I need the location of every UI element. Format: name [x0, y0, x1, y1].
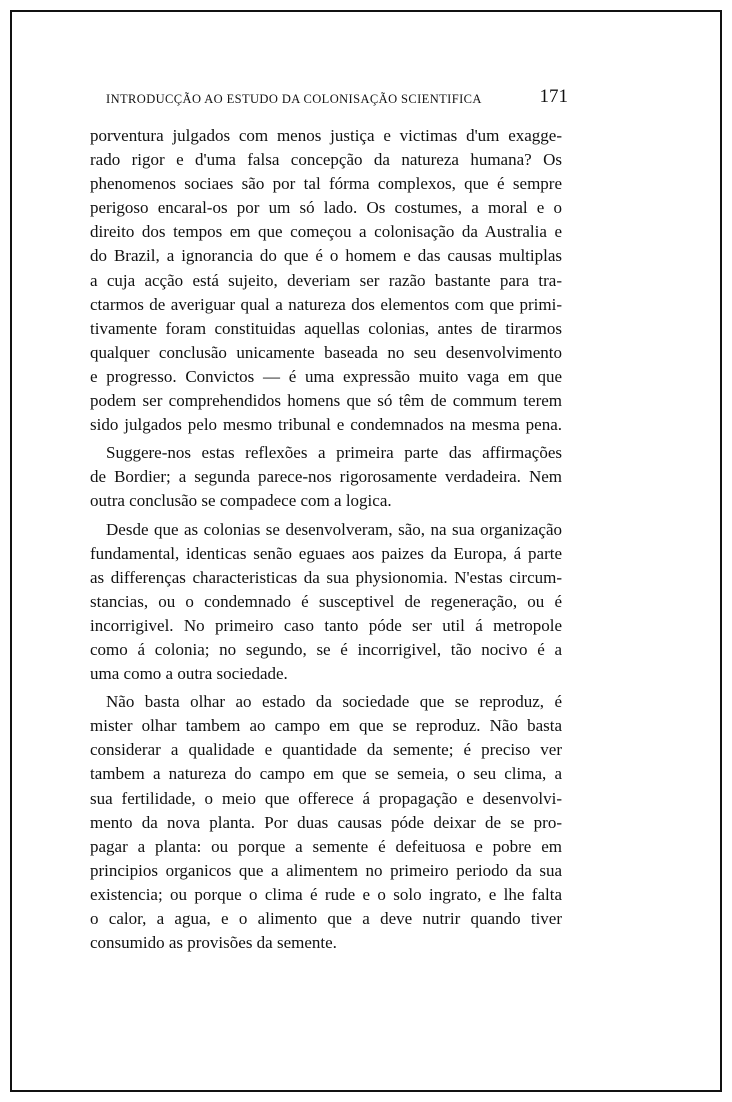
body-text	[90, 124, 562, 955]
text-line: pagar a planta: ou porque a semente é defeituosa e pobre em	[90, 836, 562, 856]
text-line: Desde que as colonias se desenvolveram, são, na sua organização	[106, 519, 562, 539]
text-line: phenomenos sociaes são por tal fórma complexos, que é sempre	[90, 174, 562, 194]
running-title: INTRODUCÇÃO AO ESTUDO DA COLONISAÇÃO SCIENTIFICA	[106, 92, 482, 106]
paragraph	[90, 124, 562, 437]
text-line: a cuja acção está sujeito, deveriam ser razão bastante para tra-	[90, 270, 562, 290]
text-line: qualquer conclusão unicamente baseada no seu desenvolvimento	[90, 342, 562, 362]
running-head	[106, 86, 568, 114]
text-line: como á colonia; no segundo, se é incorrigivel, tão nocivo é a	[90, 639, 562, 659]
text-line: stancias, ou o condemnado é susceptivel de regeneração, ou é	[90, 591, 562, 611]
text-line: podem ser comprehendidos homens que só têm de commum terem	[90, 391, 562, 411]
paragraph	[90, 441, 562, 513]
text-line: existencia; ou porque o clima é rude e o solo ingrato, e lhe falta	[90, 884, 562, 904]
text-line: do Brazil, a ignorancia do que é o homem e das causas multiplas	[90, 246, 562, 266]
text-line: outra conclusão se compadece com a logica.	[90, 491, 392, 511]
text-line: perigoso encaral-os por um só lado. Os costumes, a moral e o	[90, 198, 562, 218]
text-line: considerar a qualidade e quantidade da semente; é preciso ver	[90, 740, 562, 760]
paragraph	[90, 518, 562, 687]
text-line: porventura julgados com menos justiça e victimas d'um exagge-	[90, 126, 562, 145]
text-line: consumido as provisões da semente.	[90, 933, 337, 953]
text-line: principios organicos que a alimentem no primeiro periodo da sua	[90, 860, 562, 880]
text-line: o calor, a agua, e o alimento que a deve nutrir quando tiver	[90, 909, 562, 928]
text-line: mister olhar tambem ao campo em que se reproduz. Não basta	[90, 716, 562, 736]
text-line: Suggere-nos estas reflexões a primeira parte das affirmações	[106, 443, 562, 463]
text-line: e progresso. Convictos — é uma expressão muito vaga em que	[90, 366, 562, 386]
text-line: tivamente foram constituidas aquellas colonias, antes de tirarmos	[90, 318, 562, 338]
text-line: as differenças characteristicas da sua physionomia. N'estas circum-	[90, 567, 562, 587]
text-line: uma como a outra sociedade.	[90, 664, 288, 684]
text-line: direito dos tempos em que começou a colonisação da Australia e	[90, 222, 562, 242]
text-line: tambem a natureza do campo em que se semeia, o seu clima, a	[90, 764, 562, 784]
paragraph	[90, 690, 562, 955]
text-line: mento da nova planta. Por duas causas póde deixar de se pro-	[90, 812, 562, 832]
text-line: ctarmos de averiguar qual a natureza dos elementos com que primi-	[90, 294, 562, 314]
text-line: incorrigivel. No primeiro caso tanto póde ser util á metropole	[90, 615, 562, 635]
page-number: 171	[539, 86, 568, 107]
text-line: sua fertilidade, o meio que offerece á propagação e desenvolvi-	[90, 788, 562, 808]
text-line: de Bordier; a segunda parece-nos rigorosamente verdadeira. Nem	[90, 467, 562, 487]
text-line: rado rigor e d'uma falsa concepção da natureza humana? Os	[90, 150, 562, 170]
text-line: sido julgados pelo mesmo tribunal e condemnados na mesma pena.	[90, 415, 562, 435]
text-line: fundamental, identicas senão eguaes aos paizes da Europa, á parte	[90, 543, 562, 563]
text-line: Não basta olhar ao estado da sociedade que se reproduz, é	[106, 692, 562, 712]
